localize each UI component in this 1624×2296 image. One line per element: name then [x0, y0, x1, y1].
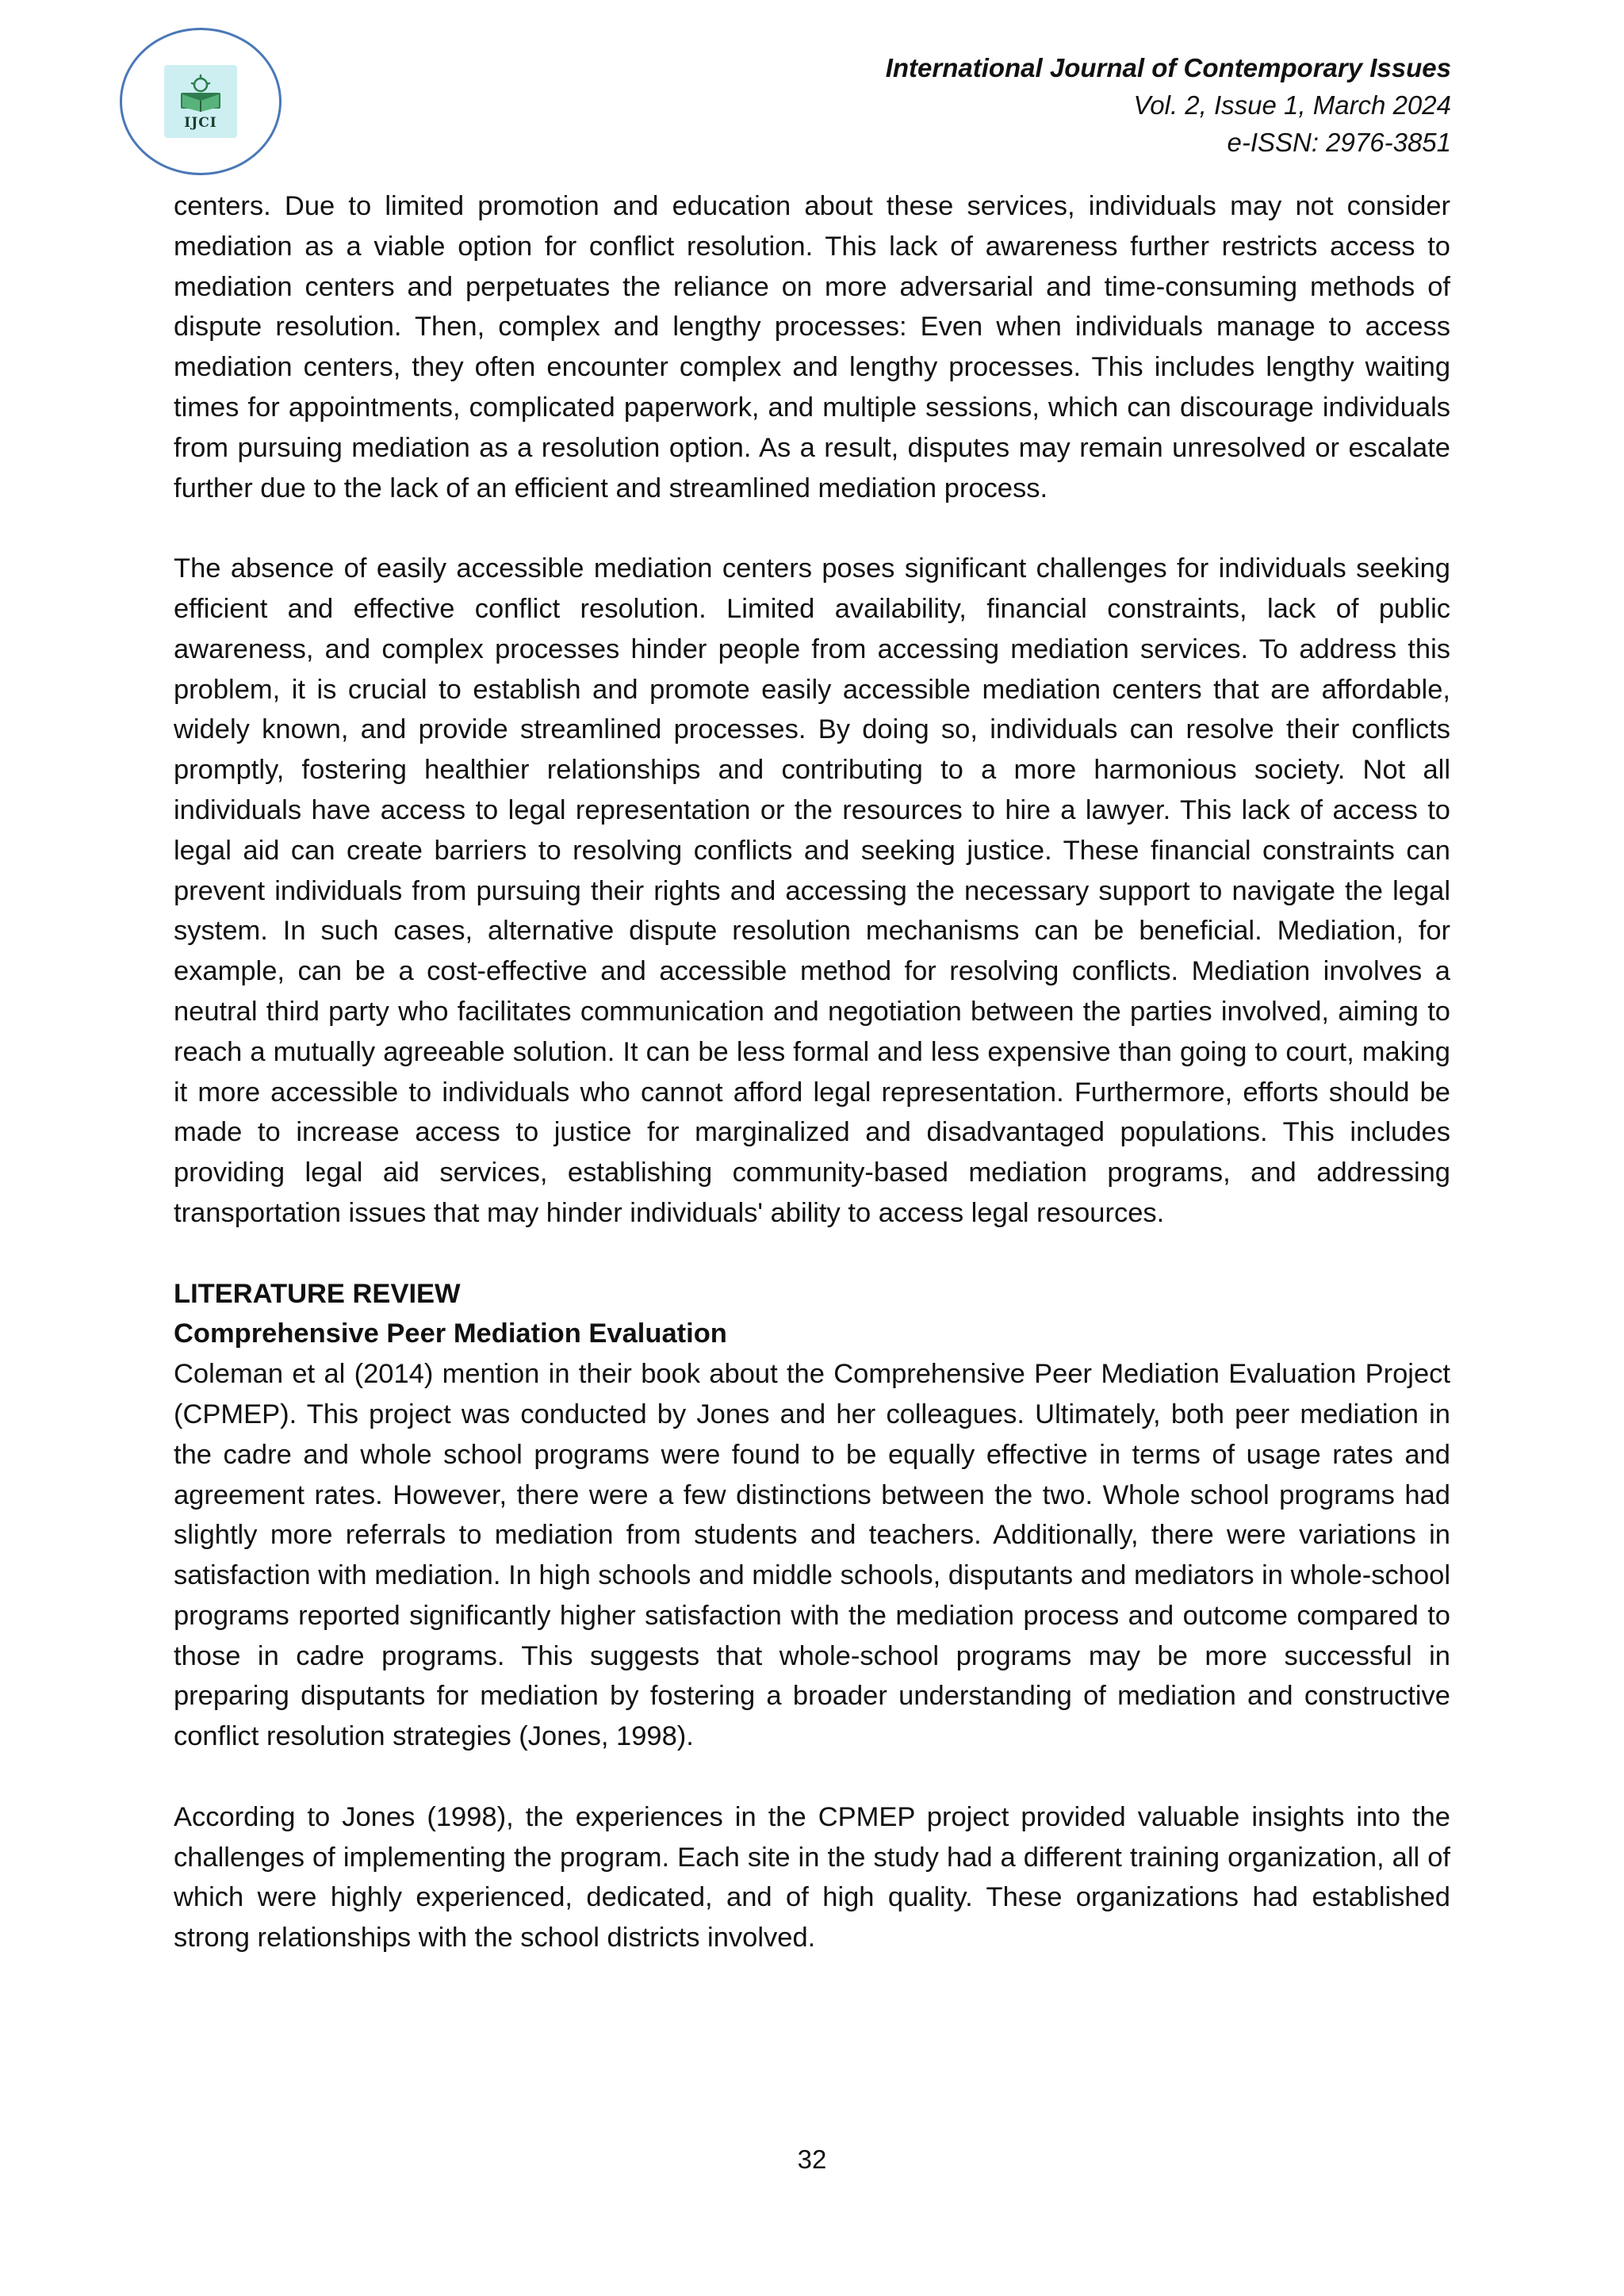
body-paragraph: According to Jones (1998), the experiences in the CPMEP project provided valuable insights into the challenges of implementing the program. Each site in the study had a different training organization, all of which were highly experienced, dedicated, and of high quality. These organizations had established strong relationships with the school districts involved.	[174, 1801, 1450, 1954]
body-paragraph: centers. Due to limited promotion and education about these services, individuals may not consider mediation as a viable option for conflict resolution. This lack of awareness further restricts access to mediation centers and perpetuates the reliance on more adversarial and time-consuming methods of dispute resolution. Then, complex and lengthy processes: Even when individuals manage to access mediation centers, they often encounter complex and lengthy processes. This includes lengthy waiting times for appointments, complicated paperwork, and multiple sessions, which can discourage individuals from pursuing mediation as a resolution option. As a result, disputes may remain unresolved or escalate further due to the lack of an efficient and streamlined mediation process.	[174, 191, 1450, 503]
body-paragraph: Coleman et al (2014) mention in their book about the Comprehensive Peer Mediation Evaluation Project (CPMEP). This project was conducted by Jones and her colleagues. Ultimately, both peer mediation in the cadre and whole school programs were found to be equally effective in terms of usage rates and agreement rates. However, there were a few distinctions between the two. Whole school programs had slightly more referrals to mediation from students and teachers. Additionally, there were variations in satisfaction with mediation. In high schools and middle schools, disputants and mediators in whole-school programs reported significantly higher satisfaction with the mediation process and outcome compared to those in cadre programs. This suggests that whole-school programs may be more successful in preparing disputants for mediation by fostering a broader understanding of mediation and constructive conflict resolution strategies (Jones, 1998).	[174, 1359, 1450, 1752]
journal-issn: e-ISSN: 2976-3851	[1227, 128, 1451, 157]
section-heading: LITERATURE REVIEW	[174, 1278, 461, 1309]
book-lamp-icon	[164, 65, 237, 138]
page-number: 32	[797, 2145, 827, 2174]
journal-title: International Journal of Contemporary Issues	[885, 53, 1451, 82]
body-paragraph: The absence of easily accessible mediation centers poses significant challenges for individuals seeking efficient and effective conflict resolution. Limited availability, financial constraints, lack of public awareness, and complex processes hinder people from accessing mediation services. To address this problem, it is crucial to establish and promote easily accessible mediation centers that are affordable, widely known, and provide streamlined processes. By doing so, individuals can resolve their conflicts promptly, fostering healthier relationships and contributing to a more harmonious society. Not all individuals have access to legal representation or the resources to hire a lawyer. This lack of access to legal aid can create barriers to resolving conflicts and seeking justice. These financial constraints can prevent individuals from pursuing their rights and accessing the necessary support to navigate the legal system. In such cases, alternative dispute resolution mechanisms can be beneficial. Mediation, for example, can be a cost-effective and accessible method for resolving conflicts. Mediation involves a neutral third party who facilitates communication and negotiation between the parties involved, aiming to reach a mutually agreeable solution. It can be less formal and less expensive than going to court, making it more accessible to individuals who cannot afford legal representation. Furthermore, efforts should be made to increase access to justice for marginalized and disadvantaged populations. This includes providing legal aid services, establishing community-based mediation programs, and addressing transportation issues that may hinder individuals' ability to access legal resources.	[174, 553, 1450, 1228]
journal-logo	[120, 28, 282, 175]
logo-emblem-icon	[176, 72, 225, 113]
journal-volume: Vol. 2, Issue 1, March 2024	[1133, 90, 1451, 120]
article-body	[174, 186, 1450, 1958]
subsection-heading: Comprehensive Peer Mediation Evaluation	[174, 1318, 727, 1349]
journal-header	[886, 49, 1451, 161]
logo-text: IJCI	[184, 115, 217, 131]
